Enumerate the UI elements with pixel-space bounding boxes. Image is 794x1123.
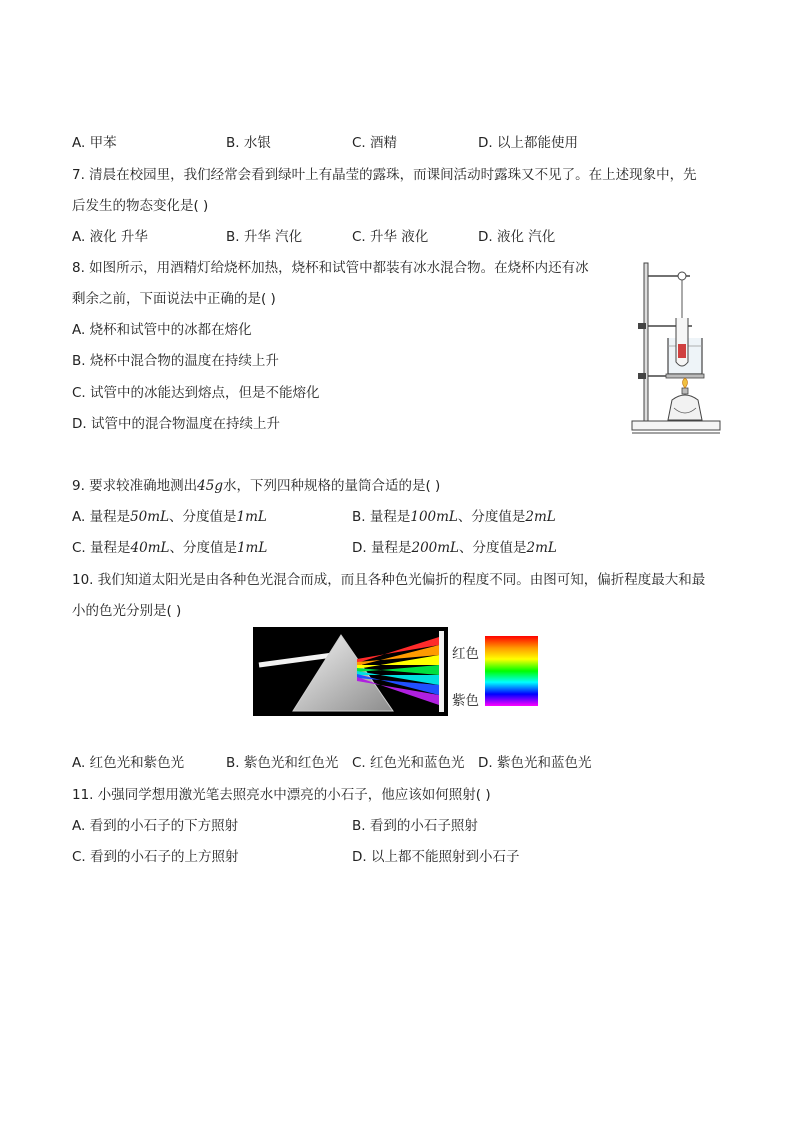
q8-option-d: D. 试管中的混合物温度在持续上升 bbox=[72, 416, 280, 432]
q9-option-a-div: 1mL bbox=[236, 509, 267, 525]
stand-base bbox=[632, 421, 720, 430]
q9-option-b-range: 100mL bbox=[410, 509, 458, 525]
q8-option-c: C. 试管中的冰能达到熔点，但是不能熔化 bbox=[72, 385, 320, 401]
q8-stem-line2: 剩余之前，下面说法中正确的是( ) bbox=[72, 291, 276, 307]
q9-option-a-range: 50mL bbox=[130, 509, 170, 525]
q10-stem-line1: 10. 我们知道太阳光是由各种色光混合而成，而且各种色光偏折的程度不同。由图可知，偏折程度最大和最 bbox=[72, 572, 706, 588]
q9-stem-value: 45g bbox=[197, 478, 223, 494]
test-tube bbox=[676, 318, 688, 366]
q9-option-b bbox=[352, 507, 556, 527]
q9-option-c-range: 40mL bbox=[130, 540, 170, 556]
q9-option-a-mid: 、分度值是 bbox=[169, 509, 237, 525]
q10-option-d: D. 紫色光和蓝色光 bbox=[478, 755, 592, 771]
q9-option-c-mid: 、分度值是 bbox=[169, 540, 237, 556]
q10-label-violet: 紫色 bbox=[452, 693, 479, 709]
q9-option-b-mid: 、分度值是 bbox=[457, 509, 526, 525]
q11-option-c: C. 看到的小石子的上方照射 bbox=[72, 849, 239, 865]
q9-option-d-range: 200mL bbox=[411, 540, 460, 556]
q9-option-d-div: 2mL bbox=[526, 540, 557, 556]
screen bbox=[439, 631, 444, 712]
q6-option-b: B. 水银 bbox=[226, 135, 271, 151]
q9-stem-suffix: 水，下列四种规格的量筒合适的是( ) bbox=[223, 478, 441, 494]
q7-option-b: B. 升华 汽化 bbox=[226, 229, 303, 245]
q10-label-red: 红色 bbox=[452, 646, 479, 662]
q9-option-d bbox=[352, 538, 557, 558]
q8-heating-apparatus-figure bbox=[628, 258, 724, 436]
q10-stem-line2: 小的色光分别是( ) bbox=[72, 603, 182, 619]
q10-option-b: B. 紫色光和红色光 bbox=[226, 755, 339, 771]
q7-option-a: A. 液化 升华 bbox=[72, 229, 148, 245]
stand-rod bbox=[644, 263, 648, 421]
q9-stem-prefix: 9. 要求较准确地测出 bbox=[72, 478, 198, 494]
q11-stem: 11. 小强同学想用激光笔去照亮水中漂亮的小石子，他应该如何照射( ) bbox=[72, 787, 491, 803]
q9-option-c bbox=[72, 538, 267, 558]
q8-option-a: A. 烧杯和试管中的冰都在熔化 bbox=[72, 322, 252, 338]
q6-option-d: D. 以上都能使用 bbox=[478, 135, 578, 151]
q10-color-spectrum-bar bbox=[485, 636, 538, 706]
q8-stem-line1: 8. 如图所示，用酒精灯给烧杯加热，烧杯和试管中都装有冰水混合物。在烧杯内还有冰 bbox=[72, 260, 589, 276]
q7-option-c: C. 升华 液化 bbox=[352, 229, 429, 245]
q9-stem bbox=[72, 476, 440, 496]
q11-option-a: A. 看到的小石子的下方照射 bbox=[72, 818, 239, 834]
q11-option-b: B. 看到的小石子照射 bbox=[352, 818, 478, 834]
alcohol-lamp bbox=[668, 395, 702, 420]
q7-option-d: D. 液化 汽化 bbox=[478, 229, 556, 245]
q10-prism-dispersion-figure bbox=[253, 627, 448, 716]
q10-option-a: A. 红色光和紫色光 bbox=[72, 755, 185, 771]
q7-stem-line2: 后发生的物态变化是( ) bbox=[72, 198, 209, 214]
q10-option-c: C. 红色光和蓝色光 bbox=[352, 755, 465, 771]
q8-option-b: B. 烧杯中混合物的温度在持续上升 bbox=[72, 353, 279, 369]
q9-option-a bbox=[72, 507, 267, 527]
q9-option-b-pre: B. 量程是 bbox=[352, 509, 411, 525]
q11-option-d: D. 以上都不能照射到小石子 bbox=[352, 849, 520, 865]
q9-option-b-div: 2mL bbox=[525, 509, 556, 525]
q6-option-a: A. 甲苯 bbox=[72, 135, 117, 151]
q9-option-c-div: 1mL bbox=[236, 540, 268, 556]
q9-option-a-pre: A. 量程是 bbox=[72, 509, 131, 525]
q6-option-c: C. 酒精 bbox=[352, 135, 398, 151]
flame bbox=[683, 378, 688, 388]
q9-option-c-pre: C. 量程是 bbox=[72, 540, 131, 556]
q7-stem-line1: 7. 清晨在校园里，我们经常会看到绿叶上有晶莹的露珠，而课间活动时露珠又不见了。在上述现象中，先 bbox=[72, 167, 697, 183]
q9-option-d-pre: D. 量程是 bbox=[352, 540, 412, 556]
q9-option-d-mid: 、分度值是 bbox=[459, 540, 527, 556]
